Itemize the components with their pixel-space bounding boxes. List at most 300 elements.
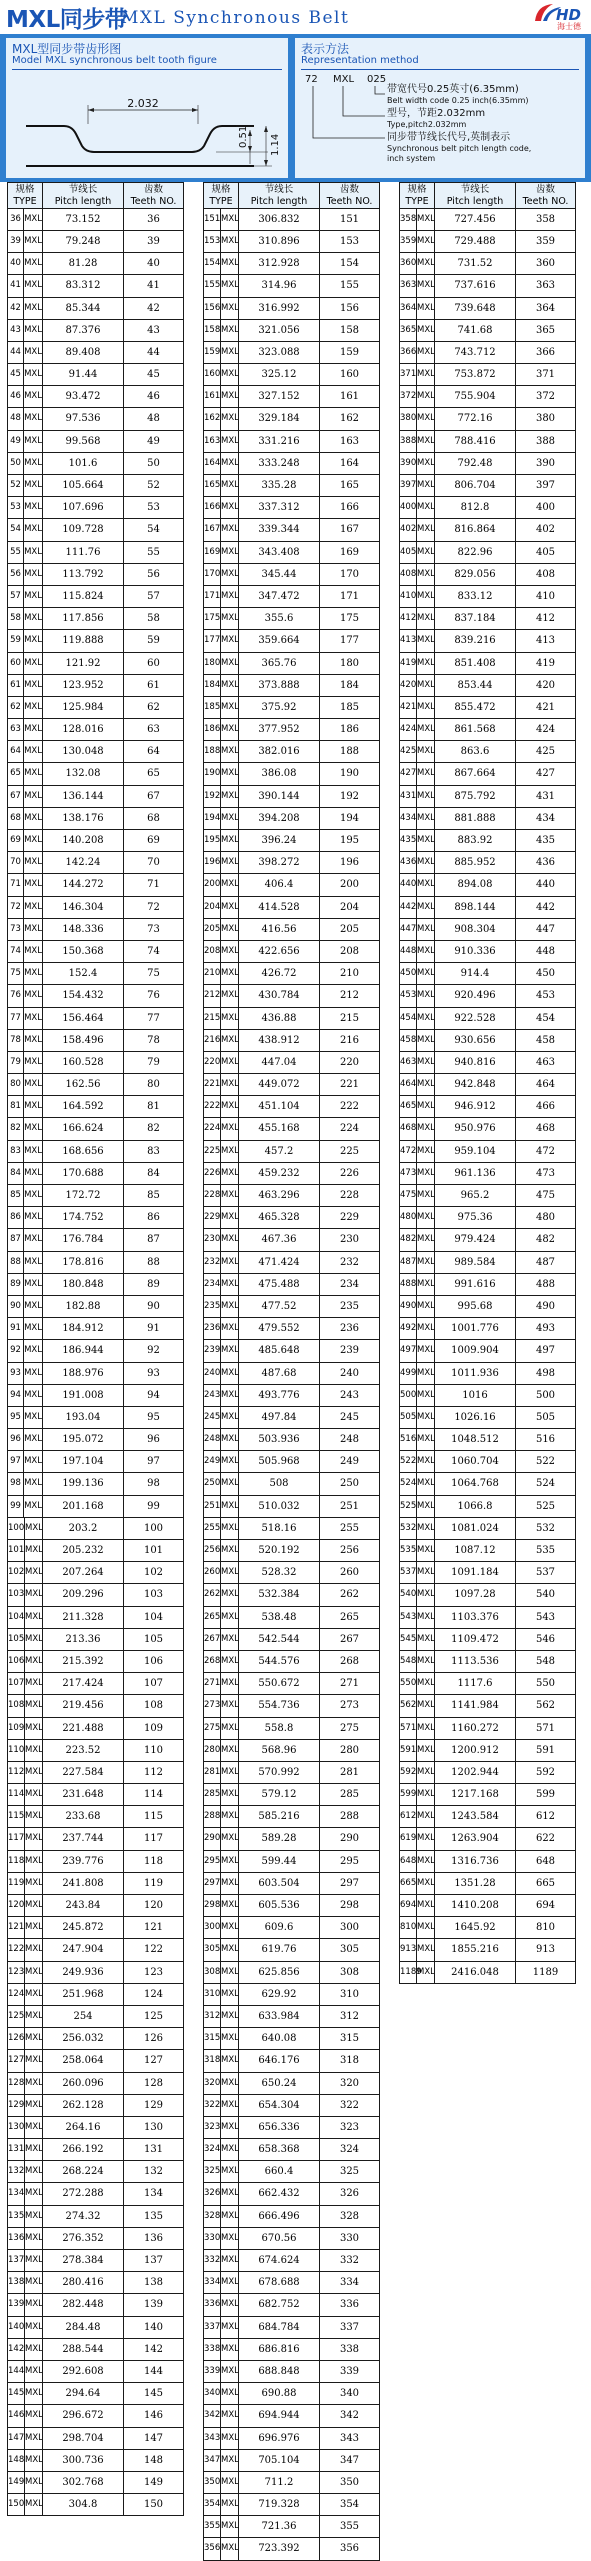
teeth-number-cell: 64 xyxy=(123,740,184,763)
type-cell xyxy=(203,2515,239,2538)
type-number: 525 xyxy=(400,1496,417,1517)
type-model: MXL xyxy=(417,812,435,823)
type-model: MXL xyxy=(417,1900,435,1911)
type-model: MXL xyxy=(221,1012,239,1023)
table-row xyxy=(8,1740,184,1762)
type-model: MXL xyxy=(417,258,435,269)
type-model: MXL xyxy=(221,1633,239,1644)
table-row xyxy=(400,386,576,408)
teeth-number-cell: 149 xyxy=(123,2471,184,2494)
teeth-number-cell: 137 xyxy=(123,2249,184,2272)
teeth-number-cell: 153 xyxy=(319,230,380,253)
type-cell xyxy=(203,762,239,785)
pitch-length-cell: 666.496 xyxy=(238,2205,320,2228)
type-number: 97 xyxy=(8,1451,24,1472)
type-number: 42 xyxy=(8,298,24,319)
pitch-length-cell: 156.464 xyxy=(42,1007,124,1030)
table-row xyxy=(204,2538,380,2560)
teeth-number-cell: 208 xyxy=(319,940,380,963)
type-cell xyxy=(7,452,43,475)
teeth-number-cell: 72 xyxy=(123,896,184,919)
table-row xyxy=(204,2272,380,2294)
type-model: MXL xyxy=(24,945,42,956)
type-model: MXL xyxy=(417,1034,435,1045)
type-model: MXL xyxy=(221,2010,239,2021)
pitch-length-cell: 83.312 xyxy=(42,274,124,297)
teeth-number-cell: 324 xyxy=(319,2138,380,2161)
teeth-number-cell: 154 xyxy=(319,252,380,275)
table-row xyxy=(204,1851,380,1873)
table-row xyxy=(8,1784,184,1806)
type-cell xyxy=(7,1717,43,1740)
pitch-length-cell: 585.216 xyxy=(238,1805,320,1828)
teeth-number-cell: 175 xyxy=(319,607,380,630)
table-row xyxy=(8,897,184,919)
type-model: MXL xyxy=(221,2099,239,2110)
type-model: MXL xyxy=(24,1167,42,1178)
type-model: MXL xyxy=(221,1101,239,1112)
type-model: MXL xyxy=(417,1456,435,1467)
type-cell xyxy=(399,1805,435,1828)
type-number: 117 xyxy=(8,1828,25,1849)
type-number: 77 xyxy=(8,1008,24,1029)
type-cell xyxy=(7,563,43,586)
teeth-number-cell: 221 xyxy=(319,1073,380,1096)
teeth-number-cell: 571 xyxy=(515,1717,576,1740)
type-cell xyxy=(203,252,239,275)
teeth-number-cell: 425 xyxy=(515,740,576,763)
teeth-number-cell: 46 xyxy=(123,385,184,408)
type-number: 447 xyxy=(400,919,417,940)
teeth-number-cell: 354 xyxy=(319,2493,380,2516)
teeth-number-cell: 119 xyxy=(123,1872,184,1895)
teeth-number-cell: 192 xyxy=(319,785,380,808)
type-cell xyxy=(203,1251,239,1274)
type-number: 103 xyxy=(8,1584,25,1605)
table-row xyxy=(400,320,576,342)
pitch-length-cell: 375.92 xyxy=(238,696,320,719)
type-model: MXL xyxy=(417,524,435,535)
table-row xyxy=(400,1385,576,1407)
pitch-length-cell: 266.192 xyxy=(42,2138,124,2161)
type-cell xyxy=(7,1894,43,1917)
teeth-number-cell: 262 xyxy=(319,1583,380,1606)
type-model: MXL xyxy=(24,546,42,557)
table-row xyxy=(8,408,184,430)
type-number: 216 xyxy=(204,1030,221,1051)
pitch-length-cell: 579.12 xyxy=(238,1783,320,1806)
teeth-number-cell: 196 xyxy=(319,851,380,874)
type-cell xyxy=(399,1827,435,1850)
table-row xyxy=(204,1562,380,1584)
table-row xyxy=(400,897,576,919)
type-number: 134 xyxy=(8,2183,25,2204)
table-row xyxy=(400,586,576,608)
type-model: MXL xyxy=(221,790,239,801)
tooth-figure-title-cn: MXL型同步带齿形图 xyxy=(12,42,122,56)
teeth-number-cell: 184 xyxy=(319,674,380,697)
pitch-length-cell: 241.808 xyxy=(42,1872,124,1895)
type-number: 226 xyxy=(204,1163,221,1184)
column-header: 齿数 xyxy=(319,182,380,195)
pitch-length-cell: 115.824 xyxy=(42,585,124,608)
pitch-length-cell: 138.176 xyxy=(42,807,124,830)
teeth-number-cell: 281 xyxy=(319,1761,380,1784)
type-number: 151 xyxy=(204,209,221,230)
table-row xyxy=(400,1651,576,1673)
pitch-length-cell: 260.096 xyxy=(42,2072,124,2095)
type-cell xyxy=(203,1583,239,1606)
table-row xyxy=(400,786,576,808)
teeth-number-cell: 347 xyxy=(319,2449,380,2472)
pitch-length-cell: 302.768 xyxy=(42,2471,124,2494)
table-row xyxy=(8,1229,184,1251)
panel-divider xyxy=(12,69,282,70)
type-number: 36 xyxy=(8,209,24,230)
type-cell xyxy=(399,1384,435,1407)
type-number: 450 xyxy=(400,963,417,984)
table-header-row xyxy=(400,195,576,208)
table-row xyxy=(8,1518,184,1540)
teeth-number-cell: 138 xyxy=(123,2271,184,2294)
table-row xyxy=(400,1407,576,1429)
pitch-length-cell: 908.304 xyxy=(434,918,516,941)
type-model: MXL xyxy=(417,1877,435,1888)
type-number: 98 xyxy=(8,1473,24,1494)
pitch-length-cell: 396.24 xyxy=(238,829,320,852)
type-number: 397 xyxy=(400,475,417,496)
type-cell xyxy=(7,2049,43,2072)
teeth-number-cell: 55 xyxy=(123,541,184,564)
type-number: 138 xyxy=(8,2272,25,2293)
table-row xyxy=(8,719,184,741)
type-model: MXL xyxy=(24,1056,42,1067)
type-cell xyxy=(203,1717,239,1740)
teeth-number-cell: 350 xyxy=(319,2471,380,2494)
teeth-number-cell: 424 xyxy=(515,718,576,741)
pitch-length-cell: 1202.944 xyxy=(434,1761,516,1784)
type-number: 95 xyxy=(8,1407,24,1428)
type-cell xyxy=(203,1561,239,1584)
pitch-length-cell: 316.992 xyxy=(238,297,320,320)
type-cell xyxy=(399,1140,435,1163)
pitch-length-cell: 158.496 xyxy=(42,1029,124,1052)
type-model: MXL xyxy=(221,324,239,335)
type-cell xyxy=(399,762,435,785)
teeth-number-cell: 420 xyxy=(515,674,576,697)
table-row xyxy=(400,985,576,1007)
pitch-length-cell: 128.016 xyxy=(42,718,124,741)
table-row xyxy=(8,231,184,253)
pitch-length-cell: 258.064 xyxy=(42,2049,124,2072)
pitch-length-cell: 520.192 xyxy=(238,1539,320,1562)
type-cell xyxy=(203,452,239,475)
teeth-number-cell: 251 xyxy=(319,1495,380,1518)
type-cell xyxy=(203,1073,239,1096)
svg-text:HD: HD xyxy=(556,6,582,24)
type-number: 50 xyxy=(8,453,24,474)
teeth-number-cell: 245 xyxy=(319,1406,380,1429)
table-row xyxy=(204,1917,380,1939)
table-row xyxy=(8,2294,184,2316)
type-number: 522 xyxy=(400,1451,417,1472)
table-row xyxy=(204,2339,380,2361)
teeth-number-cell: 622 xyxy=(515,1827,576,1850)
teeth-number-cell: 487 xyxy=(515,1251,576,1274)
type-cell xyxy=(203,807,239,830)
teeth-number-cell: 338 xyxy=(319,2338,380,2361)
type-model: MXL xyxy=(25,1655,43,1666)
type-number: 548 xyxy=(400,1651,417,1672)
teeth-number-cell: 412 xyxy=(515,607,576,630)
type-cell xyxy=(7,2316,43,2339)
pitch-length-cell: 467.36 xyxy=(238,1228,320,1251)
pitch-length-cell: 538.48 xyxy=(238,1606,320,1629)
type-cell xyxy=(203,1162,239,1185)
table-row xyxy=(204,1185,380,1207)
pitch-length-cell: 959.104 xyxy=(434,1140,516,1163)
teeth-number-cell: 150 xyxy=(123,2493,184,2516)
type-number: 149 xyxy=(8,2472,25,2493)
table-row xyxy=(8,1274,184,1296)
table-row xyxy=(8,1207,184,1229)
teeth-number-cell: 148 xyxy=(123,2449,184,2472)
type-model: MXL xyxy=(221,990,239,1001)
type-model: MXL xyxy=(24,657,42,668)
table-row xyxy=(8,1141,184,1163)
type-model: MXL xyxy=(24,1256,42,1267)
type-number: 271 xyxy=(204,1673,221,1694)
type-cell xyxy=(203,1007,239,1030)
teeth-number-cell: 44 xyxy=(123,341,184,364)
type-cell xyxy=(399,896,435,919)
type-number: 87 xyxy=(8,1229,24,1250)
type-number: 40 xyxy=(8,253,24,274)
table-row xyxy=(400,475,576,497)
type-number: 275 xyxy=(204,1718,221,1739)
type-model: MXL xyxy=(417,1345,435,1356)
table-row xyxy=(8,342,184,364)
type-number: 41 xyxy=(8,275,24,296)
type-cell xyxy=(203,896,239,919)
pitch-length-cell: 493.776 xyxy=(238,1384,320,1407)
type-model: MXL xyxy=(221,1700,239,1711)
teeth-number-cell: 41 xyxy=(123,274,184,297)
teeth-number-cell: 240 xyxy=(319,1362,380,1385)
pitch-length-cell: 93.472 xyxy=(42,385,124,408)
type-model: MXL xyxy=(417,1855,435,1866)
pitch-length-cell: 201.168 xyxy=(42,1495,124,1518)
pitch-length-cell: 193.04 xyxy=(42,1406,124,1429)
teeth-number-cell: 195 xyxy=(319,829,380,852)
teeth-number-cell: 128 xyxy=(123,2072,184,2095)
type-model: MXL xyxy=(24,1034,42,1045)
pitch-length-cell: 477.52 xyxy=(238,1295,320,1318)
type-number: 322 xyxy=(204,2095,221,2116)
teeth-number-cell: 147 xyxy=(123,2427,184,2450)
teeth-number-cell: 405 xyxy=(515,541,576,564)
table-row xyxy=(8,1762,184,1784)
pitch-length-cell: 73.152 xyxy=(42,208,124,231)
type-model: MXL xyxy=(221,2499,239,2510)
pitch-length-cell: 329.184 xyxy=(238,407,320,430)
type-model: MXL xyxy=(417,1545,435,1556)
table-row xyxy=(204,1962,380,1984)
type-number: 419 xyxy=(400,653,417,674)
type-number: 347 xyxy=(204,2450,221,2471)
type-number: 84 xyxy=(8,1163,24,1184)
type-cell xyxy=(203,341,239,364)
table-row xyxy=(204,2361,380,2383)
type-cell xyxy=(7,1961,43,1984)
table-row xyxy=(204,2294,380,2316)
type-cell xyxy=(7,585,43,608)
tooth-height-label: 0.51 xyxy=(238,125,249,148)
type-number: 162 xyxy=(204,408,221,429)
type-model: MXL xyxy=(221,1389,239,1400)
table-row xyxy=(8,475,184,497)
table-row xyxy=(400,919,576,941)
type-number: 109 xyxy=(8,1718,25,1739)
type-cell xyxy=(399,984,435,1007)
type-number: 405 xyxy=(400,542,417,563)
type-cell xyxy=(399,807,435,830)
table-row xyxy=(204,1762,380,1784)
pitch-length-cell: 674.624 xyxy=(238,2249,320,2272)
pitch-length-cell: 298.704 xyxy=(42,2427,124,2450)
pitch-length-cell: 1001.776 xyxy=(434,1317,516,1340)
table-row xyxy=(400,431,576,453)
pitch-length-cell: 288.544 xyxy=(42,2338,124,2361)
type-model: MXL xyxy=(24,502,42,513)
type-number: 46 xyxy=(8,386,24,407)
teeth-number-cell: 91 xyxy=(123,1317,184,1340)
type-cell xyxy=(203,1140,239,1163)
table-row xyxy=(400,874,576,896)
teeth-number-cell: 161 xyxy=(319,385,380,408)
pitch-length-cell: 633.984 xyxy=(238,2005,320,2028)
type-cell xyxy=(7,1406,43,1429)
type-number: 356 xyxy=(204,2538,221,2559)
teeth-number-cell: 155 xyxy=(319,274,380,297)
type-cell xyxy=(399,1583,435,1606)
type-cell xyxy=(399,1406,435,1429)
teeth-number-cell: 288 xyxy=(319,1805,380,1828)
type-number: 540 xyxy=(400,1584,417,1605)
table-row xyxy=(8,586,184,608)
pitch-length-cell: 436.88 xyxy=(238,1007,320,1030)
type-cell xyxy=(399,1428,435,1451)
pitch-length-cell: 855.472 xyxy=(434,696,516,719)
type-number: 122 xyxy=(8,1939,25,1960)
type-model: MXL xyxy=(25,1678,43,1689)
type-number: 49 xyxy=(8,431,24,452)
teeth-number-cell: 419 xyxy=(515,652,576,675)
table-row xyxy=(400,1030,576,1052)
type-model: MXL xyxy=(221,2210,239,2221)
type-cell xyxy=(399,252,435,275)
teeth-number-cell: 500 xyxy=(515,1384,576,1407)
pitch-length-cell: 87.376 xyxy=(42,319,124,342)
type-number: 328 xyxy=(204,2206,221,2227)
type-number: 297 xyxy=(204,1873,221,1894)
type-cell xyxy=(399,607,435,630)
type-cell xyxy=(399,1073,435,1096)
pitch-length-cell: 1011.936 xyxy=(434,1362,516,1385)
pitch-length-cell: 465.328 xyxy=(238,1206,320,1229)
pitch-length-cell: 249.936 xyxy=(42,1961,124,1984)
pitch-length-cell: 227.584 xyxy=(42,1761,124,1784)
table-row xyxy=(204,2405,380,2427)
type-model: MXL xyxy=(221,1944,239,1955)
pitch-length-cell: 223.52 xyxy=(42,1739,124,1762)
pitch-length-cell: 339.344 xyxy=(238,518,320,541)
type-model: MXL xyxy=(221,235,239,246)
teeth-number-cell: 372 xyxy=(515,385,576,408)
type-cell xyxy=(203,1029,239,1052)
type-cell xyxy=(399,1362,435,1385)
pitch-length-cell: 833.12 xyxy=(434,585,516,608)
pitch-length-cell: 182.88 xyxy=(42,1295,124,1318)
table-row xyxy=(400,630,576,652)
teeth-number-cell: 516 xyxy=(515,1428,576,1451)
type-model: MXL xyxy=(221,1212,239,1223)
table-row xyxy=(8,608,184,630)
type-number: 435 xyxy=(400,830,417,851)
type-model: MXL xyxy=(417,945,435,956)
type-number: 153 xyxy=(204,231,221,252)
type-number: 325 xyxy=(204,2161,221,2182)
pitch-length-cell: 337.312 xyxy=(238,496,320,519)
teeth-number-cell: 366 xyxy=(515,341,576,364)
type-model: MXL xyxy=(417,1966,435,1977)
type-model: MXL xyxy=(221,2476,239,2487)
type-number: 280 xyxy=(204,1740,221,1761)
teeth-number-cell: 235 xyxy=(319,1295,380,1318)
type-cell xyxy=(399,1961,435,1984)
type-number: 810 xyxy=(400,1917,417,1938)
pitch-length-cell: 1026.16 xyxy=(434,1406,516,1429)
type-model: MXL xyxy=(221,1234,239,1245)
teeth-number-cell: 543 xyxy=(515,1606,576,1629)
type-cell xyxy=(399,274,435,297)
type-model: MXL xyxy=(417,502,435,513)
type-model: MXL xyxy=(221,502,239,513)
table-row xyxy=(8,1496,184,1518)
table-row xyxy=(400,275,576,297)
table-row xyxy=(204,342,380,364)
pitch-label: 2.032 xyxy=(127,97,159,110)
type-cell xyxy=(203,319,239,342)
type-number: 180 xyxy=(204,653,221,674)
type-model: MXL xyxy=(25,1611,43,1622)
pitch-length-cell: 207.264 xyxy=(42,1561,124,1584)
pitch-length-cell: 883.92 xyxy=(434,829,516,852)
type-cell xyxy=(399,718,435,741)
teeth-number-cell: 330 xyxy=(319,2227,380,2250)
pitch-length-cell: 1645.92 xyxy=(434,1916,516,1939)
pitch-length-cell: 558.8 xyxy=(238,1717,320,1740)
pitch-length-cell: 217.424 xyxy=(42,1672,124,1695)
type-model: MXL xyxy=(417,657,435,668)
pitch-length-cell: 105.664 xyxy=(42,474,124,497)
teeth-number-cell: 170 xyxy=(319,563,380,586)
table-row xyxy=(204,586,380,608)
teeth-number-cell: 107 xyxy=(123,1672,184,1695)
type-model: MXL xyxy=(417,213,435,224)
type-cell xyxy=(399,1007,435,1030)
table-row xyxy=(400,342,576,364)
